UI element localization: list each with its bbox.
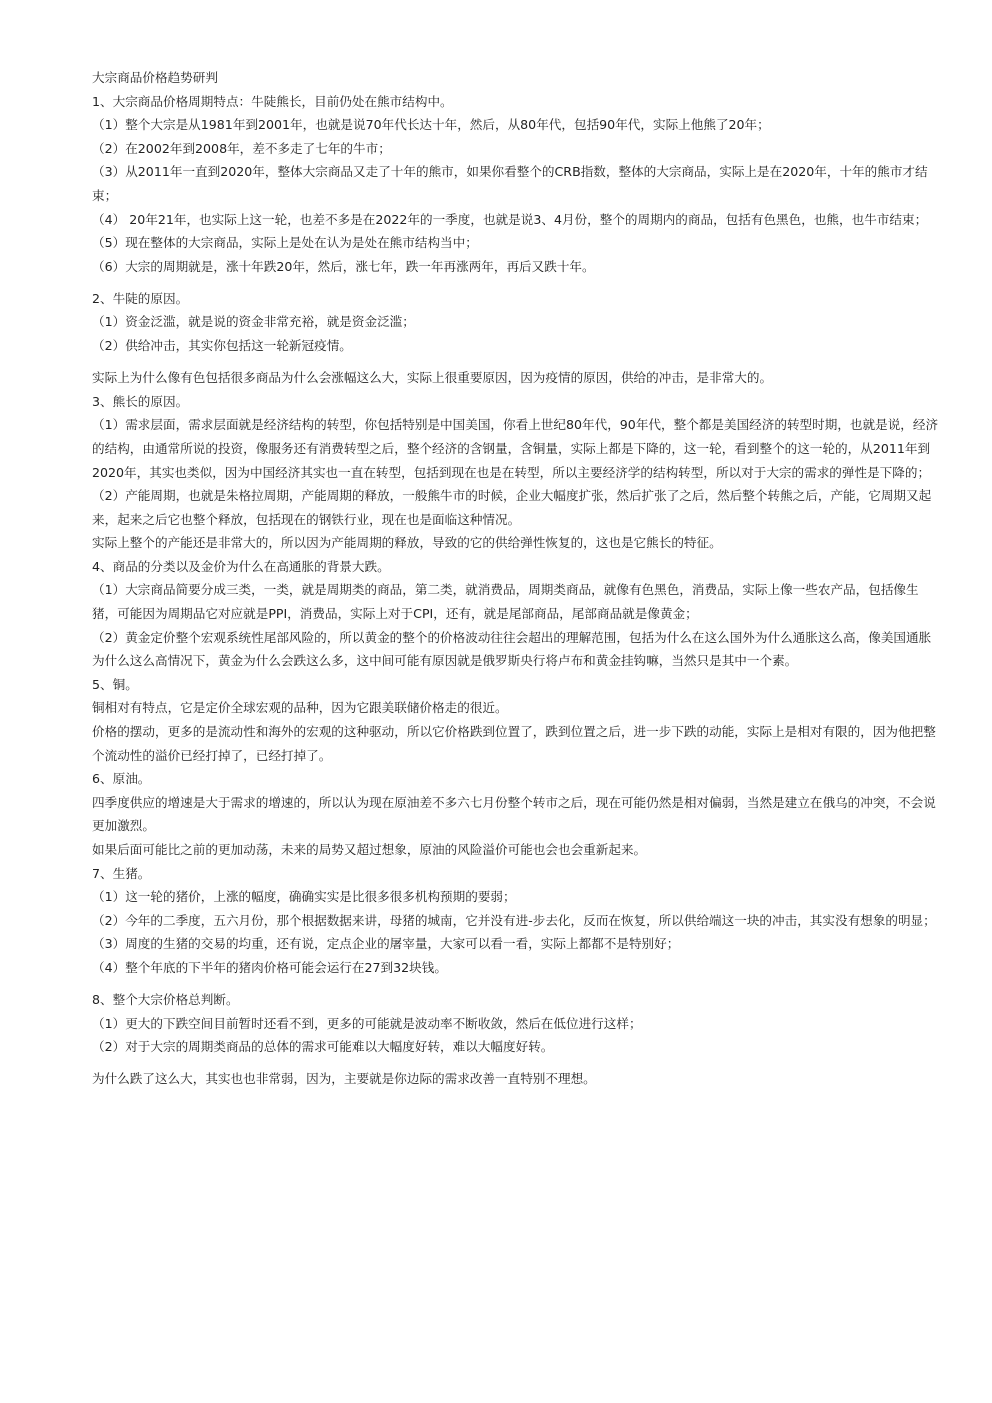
- section-3-item-1: （1）需求层面，需求层面就是经济结构的转型，你包括特别是中国美国，你看上世纪80年代，90年代，整个都是美国经济的转型时期，也就是说，经济的结构，由通常所说的投资，像服务还有消费转型之后，整个经济的含钢量，含铜量，实际上都是下降的，这一轮，看到整个的这一轮的，从2011年到2020年，其实也类似，因为中国经济其实也一直在转型，包括到现在也是在转型，所以主要经济学的结构转型，所以对于大宗的需求的弹性是下降的；: [92, 417, 939, 480]
- list-item: （2）今年的二季度，五六月份，那个根据数据来讲，母猪的城南，它并没有进-步去化，反而在恢复，所以供给端这一块的冲击，其实没有想象的明显；: [92, 912, 936, 928]
- list-item: （2）在2002年到2008年，差不多走了七年的牛市；: [92, 140, 391, 156]
- section-2-list: [92, 310, 942, 357]
- list-item: （4）整个年底的下半年的猪肉价格可能会运行在27到32块钱。: [92, 959, 447, 975]
- section-5-heading: 5、铜。: [92, 676, 138, 692]
- list-item: （1）更大的下跌空间目前暂时还看不到，更多的可能就是波动率不断收敛，然后在低位进行这样；: [92, 1015, 642, 1031]
- list-item: （1）整个大宗是从1981年到2001年，也就是说70年代长达十年，然后，从80年代，包括90年代，实际上他熊了20年；: [92, 117, 770, 133]
- list-item: （1）这一轮的猪价，上涨的幅度，确确实实是比很多很多机构预期的要弱；: [92, 889, 516, 905]
- list-item: （6）大宗的周期就是，涨十年跌20年，然后，涨七年，跌一年再涨两年，再后又跌十年。: [92, 258, 595, 274]
- list-item: （4） 20年21年，也实际上这一轮，也差不多是在2022年的一季度，也就是说3、4月份，整个的周期内的商品，包括有色黑色，也熊，也牛市结束；: [92, 211, 928, 227]
- section-4-heading: 4、商品的分类以及金价为什么在高通胀的背景大跌。: [92, 558, 390, 574]
- list-item: （2）对于大宗的周期类商品的总体的需求可能难以大幅度好转，难以大幅度好转。: [92, 1039, 554, 1055]
- section-6-paragraph-2: 如果后面可能比之前的更加动荡，未来的局势又超过想象，原油的风险溢价可能也会也会重新起来。: [92, 842, 647, 857]
- section-2-paragraph: 实际上为什么像有色包括很多商品为什么会涨幅这么大，实际上很重要原因，因为疫情的原因，供给的冲击，是非常大的。: [92, 370, 773, 386]
- section-5-paragraph-2: 价格的摆动，更多的是流动性和海外的宏观的这种驱动，所以它价格跌到位置了，跌到位置之后，进一步下跌的动能，实际上是相对有限的，因为他把整个流动性的溢价已经打掉了，已经打掉了。: [92, 724, 936, 763]
- section-3-paragraph: 实际上整个的产能还是非常大的，所以因为产能周期的释放，导致的它的供给弹性恢复的，这也是它熊长的特征。: [92, 535, 722, 551]
- list-item: （1）资金泛滥，就是说的资金非常充裕，就是资金泛滥；: [92, 314, 415, 330]
- section-3-item-2: （2）产能周期，也就是朱格拉周期，产能周期的释放，一般熊牛市的时候，企业大幅度扩张，然后扩张了之后，然后整个转熊之后，产能，它周期又起来，起来之后它也整个释放，包括现在的钢铁行业，现在也是面临这种情况。: [92, 488, 932, 527]
- section-6-heading: 6、原油。: [92, 771, 151, 787]
- section-6-paragraph-1: 四季度供应的增速是大于需求的增速的，所以认为现在原油差不多六七月份整个转市之后，现在可能仍然是相对偏弱，当然是建立在俄乌的冲突，不会说更加激烈。: [92, 794, 936, 834]
- list-item: （2）供给冲击，其实你包括这一轮新冠疫情。: [92, 338, 352, 354]
- section-7-list: [92, 885, 942, 979]
- section-5-paragraph-1: 铜相对有特点，它是定价全球宏观的品种，因为它跟美联储价格走的很近。: [92, 700, 508, 716]
- section-1-list: [92, 113, 942, 278]
- document-title: 大宗商品价格趋势研判: [92, 70, 218, 85]
- list-item: （3）周度的生猪的交易的均重，还有说，定点企业的屠宰量，大家可以看一看，实际上都都不是特别好；: [92, 936, 680, 952]
- list-item: （3）从2011年一直到2020年，整体大宗商品又走了十年的熊市，如果你看整个的CRB指数，整体的大宗商品，实际上是在2020年，十年的熊市才结束；: [92, 164, 928, 203]
- section-3-heading: 3、熊长的原因。: [92, 393, 189, 409]
- section-8-list: [92, 1012, 942, 1059]
- list-item: （5）现在整体的大宗商品，实际上是处在认为是处在熊市结构当中；: [92, 235, 478, 251]
- section-7-heading: 7、生猪。: [92, 865, 151, 881]
- section-4-item-2: （2）黄金定价整个宏观系统性尾部风险的，所以黄金的整个的价格波动往往会超出的理解范围，包括为什么在这么国外为什么通胀这么高，像美国通胀为什么这么高情况下，黄金为什么会跌这么多，这中间可能有原因就是俄罗斯央行将卢布和黄金挂钩嘛，当然只是其中一个素。: [92, 629, 932, 669]
- section-8-paragraph: 为什么跌了这么大，其实也也非常弱，因为，主要就是你边际的需求改善一直特别不理想。: [92, 1071, 596, 1087]
- document-body: [92, 66, 942, 1091]
- section-2-heading: 2、牛陡的原因。: [92, 290, 189, 306]
- section-8-heading: 8、整个大宗价格总判断。: [92, 992, 239, 1008]
- section-1-heading: 1、大宗商品价格周期特点：牛陡熊长，目前仍处在熊市结构中。: [92, 93, 453, 109]
- section-4-item-1: （1）大宗商品简要分成三类，一类，就是周期类的商品，第二类，就消费品，周期类商品，就像有色黑色，消费品，实际上像一些农产品，包括像生猪，可能因为周期品它对应就是PPI，消费品，实际上对于CPI，还有，就是尾部商品，尾部商品就是像黄金；: [92, 582, 919, 622]
